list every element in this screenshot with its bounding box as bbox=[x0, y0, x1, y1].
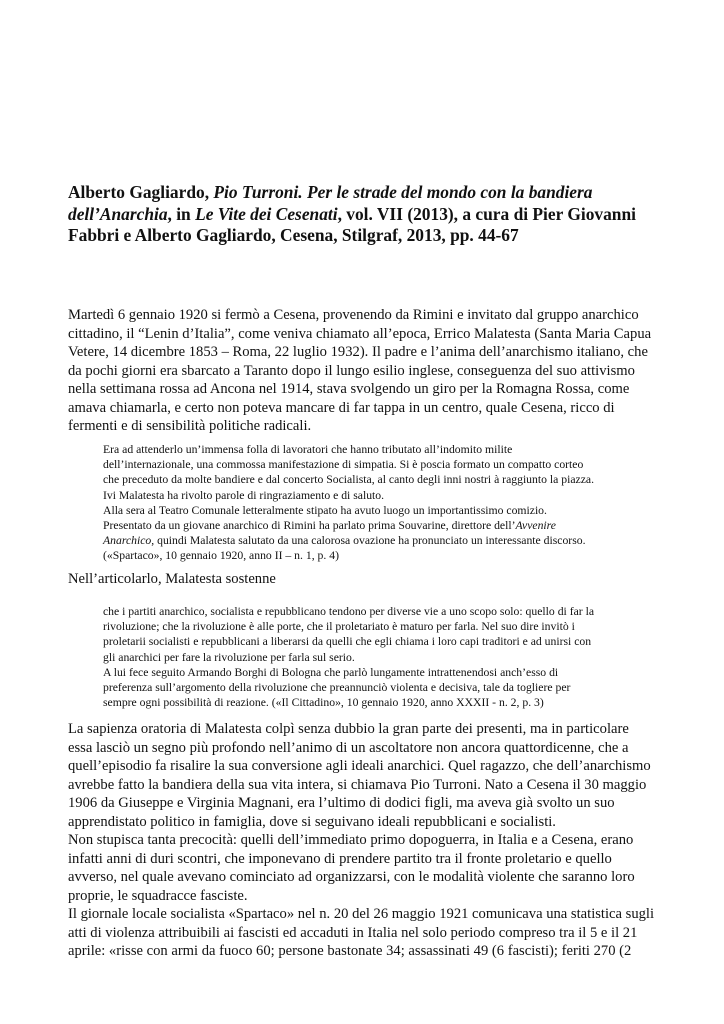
body-line: proprie, le squadracce fasciste. bbox=[68, 887, 248, 904]
intro-line: cittadino, il “Lenin d’Italia”, come veniva chiamato all’epoca, Errico Malatesta (Santa Maria Capua bbox=[68, 325, 652, 342]
intro-paragraph bbox=[68, 306, 686, 436]
quote-italic-title: Anarchico bbox=[103, 534, 152, 548]
quote-line: Ivi Malatesta ha rivolto parole di ringraziamento e di saluto. bbox=[103, 488, 385, 502]
quote-line: preferenza sull’argomento della rivoluzione che preannunciò violenta e decisiva, tale da togliere per bbox=[103, 681, 571, 695]
intro-line: Vetere, 14 dicembre 1853 – Roma, 22 luglio 1932). Il padre e l’anima dell’anarchismo italiano, che bbox=[68, 344, 648, 360]
quote-line: proletarii socialisti e repubblicani a liberarsi da quelli che egli chiama i loro capi traditori e ad unirsi con bbox=[103, 635, 592, 649]
quote-line: dell’internazionale, una commossa manifestazione di simpatia. Si è poscia formato un compatto corteo bbox=[103, 458, 584, 472]
quote-line: che preceduto da molte bandiere e dal concerto Socialista, al canto degli inni nostri à raggiunto la piazza. bbox=[103, 473, 595, 487]
citation-author: Alberto Gagliardo, bbox=[68, 182, 214, 202]
citation-details: , vol. VII (2013), a cura di Pier Giovanni Fabbri e Alberto Gagliardo, Cesena, Stilgraf, 2013, pp. 44-67 bbox=[68, 203, 636, 245]
body-line: avrebbe fatto la bandiera della sua vita intera, si chiamava Pio Turroni. Nato a Cesena il 30 maggio bbox=[68, 776, 647, 793]
citation-heading bbox=[68, 182, 688, 247]
quote-italic-title: Avvenire bbox=[515, 519, 556, 533]
bridge-line: Nell’articolarlo, Malatesta sostenne bbox=[68, 571, 276, 587]
body-line: Non stupisca tanta precocità: quelli dell’immediato primo dopoguerra, in Italia e a Cesena, erano bbox=[68, 832, 634, 848]
citation-series: Le Vite dei Cesenati bbox=[195, 203, 338, 224]
body-line: infatti anni di duri scontri, che imponevano di prendere partito tra il fronte proletario e quello bbox=[68, 850, 612, 867]
body-line: avverso, nel quale avevano cominciato ad organizzarsi, con le modalità violente che saranno loro bbox=[68, 869, 635, 885]
quote-line: rivoluzione; che la rivoluzione è alle porte, che il proletariato è maturo per farla. Nel suo dire invitò i bbox=[103, 620, 575, 634]
intro-line: da pochi giorni era sbarcato a Taranto dopo il lungo esilio inglese, conseguenza del suo attivismo bbox=[68, 362, 635, 379]
body-line: essa lasciò un segno più profondo nell’animo di un ascoltatore non ancora quattordicenne, che a bbox=[68, 739, 629, 756]
quote-line bbox=[103, 533, 643, 548]
intro-line: Martedì 6 gennaio 1920 si fermò a Cesena, provenendo da Rimini e invitato dal gruppo anarchico bbox=[68, 307, 639, 323]
body-line: 1906 da Giuseppe e Virginia Magnani, era l’ultimo di dodici figli, ma aveva già svolto un suo bbox=[68, 795, 615, 811]
quote-line bbox=[103, 518, 643, 533]
citation-title: Pio Turroni. Per le strade del mondo con la bandiera dell’Anarchia bbox=[68, 182, 593, 224]
body-line: atti di violenza attribuibili ai fascisti ed accaduti in Italia nel solo periodo compreso tra il 5 e il 21 bbox=[68, 924, 638, 941]
body-line: apprendistato politico in famiglia, dove si seguivano ideali repubblicani e socialisti. bbox=[68, 813, 556, 830]
quote-line: che i partiti anarchico, socialista e repubblicano tendono per diverse vie a uno scopo solo: quello di far la bbox=[103, 605, 595, 618]
body-line: aprile: «risse con armi da fuoco 60; persone bastonate 34; assassinati 49 (6 fascisti); feriti 270 (2 bbox=[68, 943, 632, 959]
quote-line: Era ad attenderlo un’immensa folla di lavoratori che hanno tributato all’indomito milite bbox=[103, 443, 513, 456]
quote-line: A lui fece seguito Armando Borghi di Bologna che parlò lungamente intrattenendosi anch’esso di bbox=[103, 665, 559, 679]
quote-line: Alla sera al Teatro Comunale letteralmente stipato ha avuto luogo un importantissimo comizio. bbox=[103, 503, 547, 517]
body-line: quell’episodio fa risalire la sua conversione agli ideali anarchici. Quel ragazzo, che dell’anarchismo bbox=[68, 758, 651, 774]
quote-line: gli anarchici per fare la rivoluzione per farla sul serio. bbox=[103, 650, 355, 664]
body-line: Il giornale locale socialista «Spartaco» nel n. 20 del 26 maggio 1921 comunicava una statistica sugli bbox=[68, 906, 655, 922]
quote-text: Presentato da un giovane anarchico di Rimini ha parlato prima Souvarine, direttore dell’ bbox=[103, 519, 516, 533]
quote-spartaco bbox=[103, 442, 643, 564]
intro-line: amava chiamarla, e certo non poteva mancare di far tappa in un centro, quale Cesena, ricco di bbox=[68, 399, 615, 416]
citation-in: , in bbox=[167, 203, 196, 224]
quote-source: («Spartaco», 10 gennaio 1920, anno II – n. 1, p. 4) bbox=[103, 549, 339, 563]
intro-line: fermenti e di sensibilità politiche radicali. bbox=[68, 418, 312, 434]
quote-cittadino bbox=[103, 604, 643, 710]
intro-line: nella settimana rossa ad Ancona nel 1914, stava svolgendo un giro per la Romagna Rossa, come bbox=[68, 381, 630, 397]
body-line: La sapienza oratoria di Malatesta colpì senza dubbio la gran parte dei presenti, ma in particolare bbox=[68, 721, 629, 737]
body-text bbox=[68, 720, 686, 961]
quote-text: , quindi Malatesta salutato da una calorosa ovazione ha pronunciato un interessante discorso. bbox=[151, 534, 586, 548]
quote-line: sempre ogni possibilità di reazione. («Il Cittadino», 10 gennaio 1920, anno XXXII - n. 2, p. 3) bbox=[103, 696, 544, 710]
